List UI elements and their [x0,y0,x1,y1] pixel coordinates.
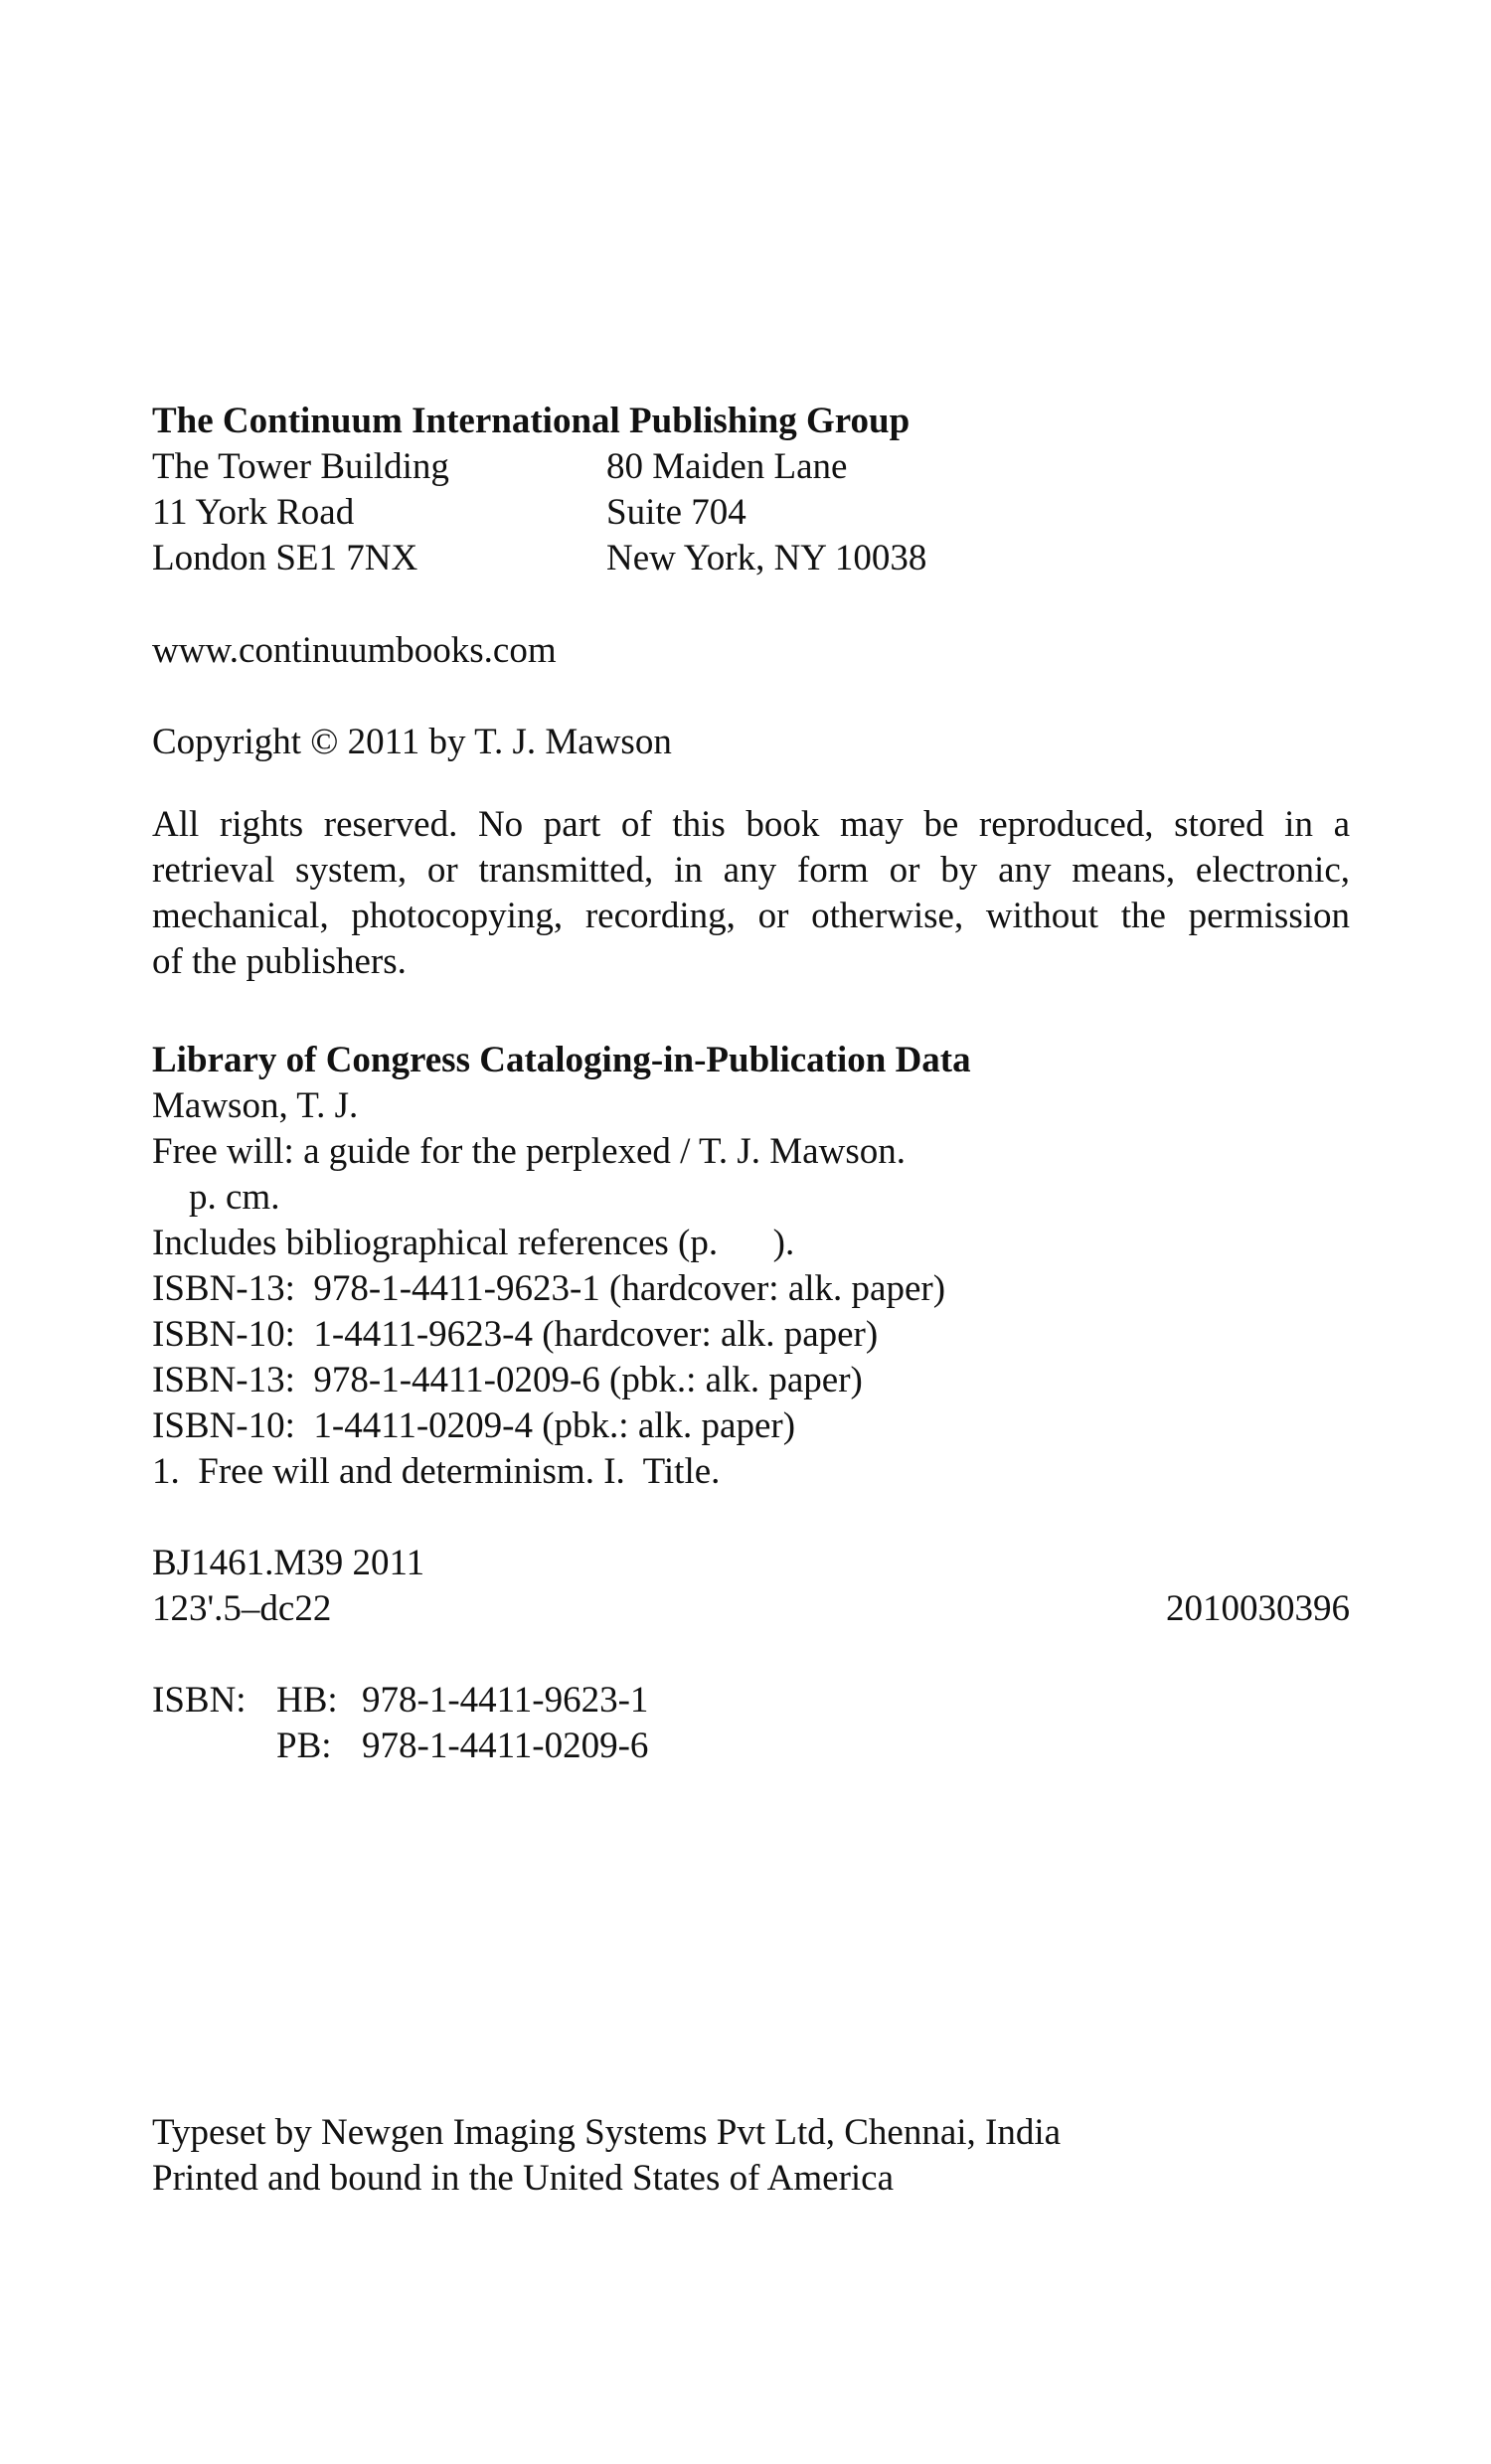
us-address-line-3: New York, NY 10038 [606,538,927,578]
publisher-name: The Continuum International Publishing Group [152,401,911,441]
rights-line: of the publishers. [152,941,407,982]
website-link[interactable]: www.continuumbooks.com [152,630,557,671]
uk-address-line-3: London SE1 7NX [152,538,418,578]
cip-heading: Library of Congress Cataloging-in-Publication Data [152,1040,971,1080]
rights-line: mechanical, photocopying, recording, or otherwise, without the permission [152,896,1350,936]
isbn-hb-label: HB: [276,1680,338,1721]
cip-isbn-line: ISBN-10: 1-4411-9623-4 (hardcover: alk. paper) [152,1314,879,1355]
cip-isbn-line: ISBN-13: 978-1-4411-9623-1 (hardcover: alk. paper) [152,1268,946,1309]
rights-line: All rights reserved. No part of this book may be reproduced, stored in a [152,804,1350,845]
cip-bibliography: Includes bibliographical references (p. ). [152,1223,795,1263]
dewey-number: 123'.5–dc22 [152,1588,332,1629]
us-address-line-1: 80 Maiden Lane [606,446,848,487]
isbn-pb-label: PB: [276,1725,332,1766]
cip-title: Free will: a guide for the perplexed / T. J. Mawson. [152,1131,906,1172]
typeset-credit: Typeset by Newgen Imaging Systems Pvt Ltd, Chennai, India [152,2112,1062,2153]
rights-line: retrieval system, or transmitted, in any form or by any means, electronic, [152,850,1350,891]
cip-author: Mawson, T. J. [152,1085,359,1126]
us-address-line-2: Suite 704 [606,492,746,533]
cip-subject: 1. Free will and determinism. I. Title. [152,1451,721,1492]
cip-pagination: p. cm. [189,1177,280,1218]
uk-address-line-2: 11 York Road [152,492,355,533]
isbn-pb-value: 978-1-4411-0209-6 [362,1725,649,1766]
cip-isbn-line: ISBN-13: 978-1-4411-0209-6 (pbk.: alk. paper) [152,1360,863,1400]
isbn-hb-value: 978-1-4411-9623-1 [362,1680,649,1721]
call-number: BJ1461.M39 2011 [152,1543,425,1583]
uk-address-line-1: The Tower Building [152,446,449,487]
cip-isbn-line: ISBN-10: 1-4411-0209-4 (pbk.: alk. paper) [152,1405,796,1446]
copyright-notice: Copyright © 2011 by T. J. Mawson [152,722,672,762]
rights-statement [152,802,1350,985]
lccn-number: 2010030396 [1166,1588,1350,1629]
printed-credit: Printed and bound in the United States of America [152,2158,895,2199]
isbn-label: ISBN: [152,1680,247,1721]
